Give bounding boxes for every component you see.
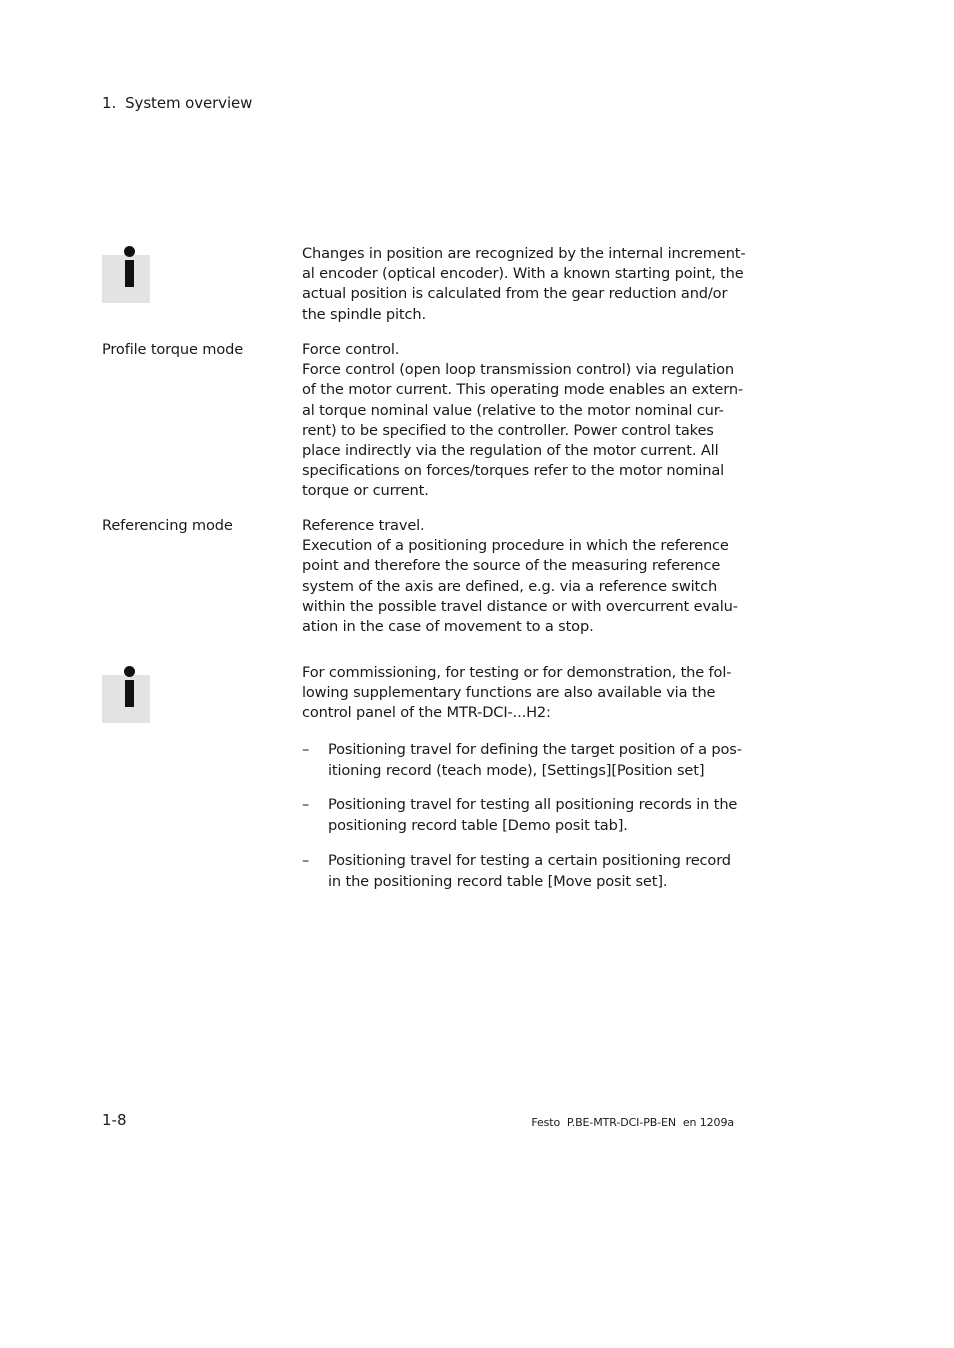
info-icon xyxy=(102,675,150,723)
definition-referencing-mode: Reference travel. Execution of a positioning procedure in which the reference point and therefore the source of the measuring reference system of the axis are defined, e.g. via a reference switch within the possible travel distance or with overcurrent evalu- ation in the case of movement to a stop. xyxy=(302,517,738,636)
info-note-text: For commissioning, for testing or for demonstration, the fol- lowing supplementary functions are also available via the control panel of the MTR-DCI-...H2: xyxy=(302,664,732,722)
info-note-text: Changes in position are recognized by the internal increment- al encoder (optical encoder). With a known starting point, the actual position is calculated from the gear reduction and/or the spindle pitch. xyxy=(302,245,746,323)
list-dash: – xyxy=(302,796,310,813)
section-title: System overview xyxy=(125,94,253,112)
document-reference: Festo P.BE-MTR-DCI-PB-EN en 1209a xyxy=(531,1116,734,1129)
term-profile-torque-mode: Profile torque mode xyxy=(102,341,244,358)
list-dash: – xyxy=(302,741,310,758)
page-header xyxy=(102,94,252,112)
term-referencing-mode: Referencing mode xyxy=(102,517,233,534)
info-icon xyxy=(102,255,150,303)
list-dash: – xyxy=(302,852,310,869)
page-number: 1-8 xyxy=(102,1111,127,1129)
section-number: 1. xyxy=(102,94,117,112)
definition-profile-torque-mode: Force control. Force control (open loop transmission control) via regulation of the motor current. This operating mode enables an extern- al torque nominal value (relative to the motor nominal cur- rent) to be specified to the controller. Power control takes place indirectly via the regulation of the motor current. All specifications on forces/torques refer to the motor nominal torque or current. xyxy=(302,341,744,500)
